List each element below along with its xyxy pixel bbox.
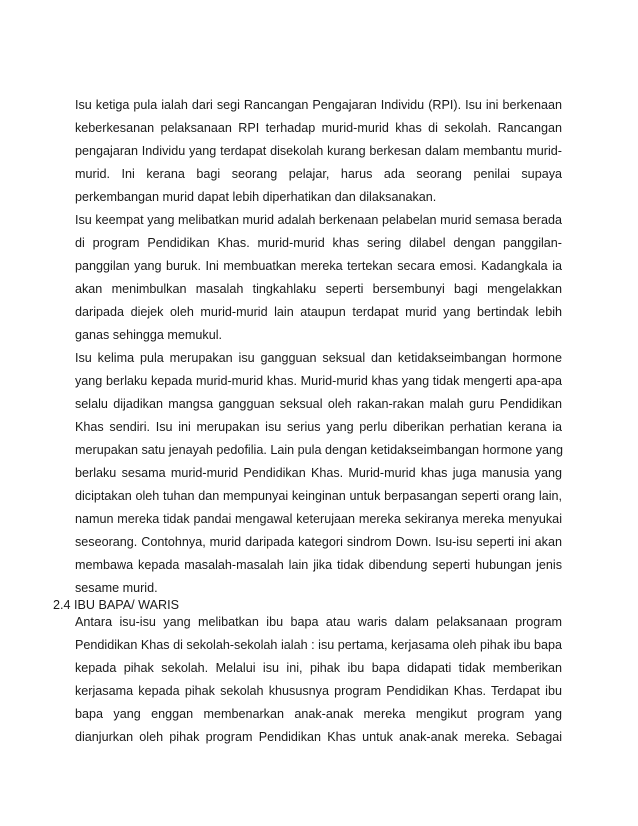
text-line: diciptakan oleh tuhan dan mempunyai keinginan untuk berpasangan seperti orang lain,	[75, 489, 562, 503]
text-line: Khas sendiri. Isu ini merupakan isu serius yang perlu diberikan perhatian kerana ia	[75, 420, 562, 434]
text-line: kepada pihak sekolah. Melalui isu ini, pihak ibu bapa didapati tidak memberikan	[75, 661, 562, 675]
paragraph-sexual-harassment	[75, 347, 562, 600]
text-line: membawa kepada masalah-masalah lain jika tidak dibendung seperti hubungan jenis	[75, 558, 562, 572]
paragraph-parents	[75, 611, 562, 749]
text-line: Antara isu-isu yang melibatkan ibu bapa atau waris dalam pelaksanaan program	[75, 615, 562, 629]
paragraph-labelling	[75, 209, 562, 347]
text-line: Isu kelima pula merupakan isu gangguan seksual dan ketidakseimbangan hormone	[75, 351, 562, 365]
text-line: panggilan yang buruk. Ini membuatkan mereka tertekan secara emosi. Kadangkala ia	[75, 259, 562, 273]
text-line: di program Pendidikan Khas. murid-murid khas sering dilabel dengan panggilan-	[75, 236, 562, 250]
text-line: Isu keempat yang melibatkan murid adalah berkenaan pelabelan murid semasa berada	[75, 213, 562, 227]
text-line: dianjurkan oleh pihak program Pendidikan Khas untuk anak-anak mereka. Sebagai	[75, 730, 562, 744]
text-line: daripada diejek oleh murid-murid lain ataupun terdapat murid yang bertindak lebih	[75, 305, 562, 319]
paragraph-rpi	[75, 94, 562, 209]
text-line: keberkesanan pelaksanaan RPI terhadap murid-murid khas di sekolah. Rancangan	[75, 121, 562, 135]
section-heading: 2.4 IBU BAPA/ WARIS	[53, 598, 179, 612]
text-line: Isu ketiga pula ialah dari segi Rancangan Pengajaran Individu (RPI). Isu ini berkenaan	[75, 98, 562, 112]
text-line: namun mereka tidak pandai mengawal keterujaan mereka sekiranya mereka menyukai	[75, 512, 562, 526]
text-line: yang berlaku kepada murid-murid khas. Murid-murid khas yang tidak mengerti apa-apa	[75, 374, 562, 388]
text-line: kerjasama kepada pihak sekolah khususnya program Pendidikan Khas. Terdapat ibu	[75, 684, 562, 698]
text-line: akan menimbulkan masalah tingkahlaku seperti bersembunyi bagi mengelakkan	[75, 282, 562, 296]
text-line: sesame murid.	[75, 581, 158, 595]
text-line: seseorang. Contohnya, murid daripada kategori sindrom Down. Isu-isu seperti ini akan	[75, 535, 562, 549]
text-line: Pendidikan Khas di sekolah-sekolah ialah : isu pertama, kerjasama oleh pihak ibu bapa	[75, 638, 562, 652]
text-line: merupakan satu jenayah pedofilia. Lain pula dengan ketidakseimbangan hormone yang	[75, 443, 564, 457]
text-line: murid. Ini kerana bagi seorang pelajar, harus ada seorang penilai supaya	[75, 167, 562, 181]
text-line: ganas sehingga memukul.	[75, 328, 223, 342]
text-line: selalu dijadikan mangsa gangguan seksual oleh rakan-rakan malah guru Pendidikan	[75, 397, 562, 411]
text-line: bapa yang enggan membenarkan anak-anak mereka mengikut program yang	[75, 707, 562, 721]
text-line: pengajaran Individu yang terdapat disekolah kurang berkesan dalam membantu murid-	[75, 144, 562, 158]
text-line: perkembangan murid dapat lebih diperhatikan dan dilaksanakan.	[75, 190, 437, 204]
text-line: berlaku sesama murid-murid Pendidikan Khas. Murid-murid khas juga manusia yang	[75, 466, 562, 480]
